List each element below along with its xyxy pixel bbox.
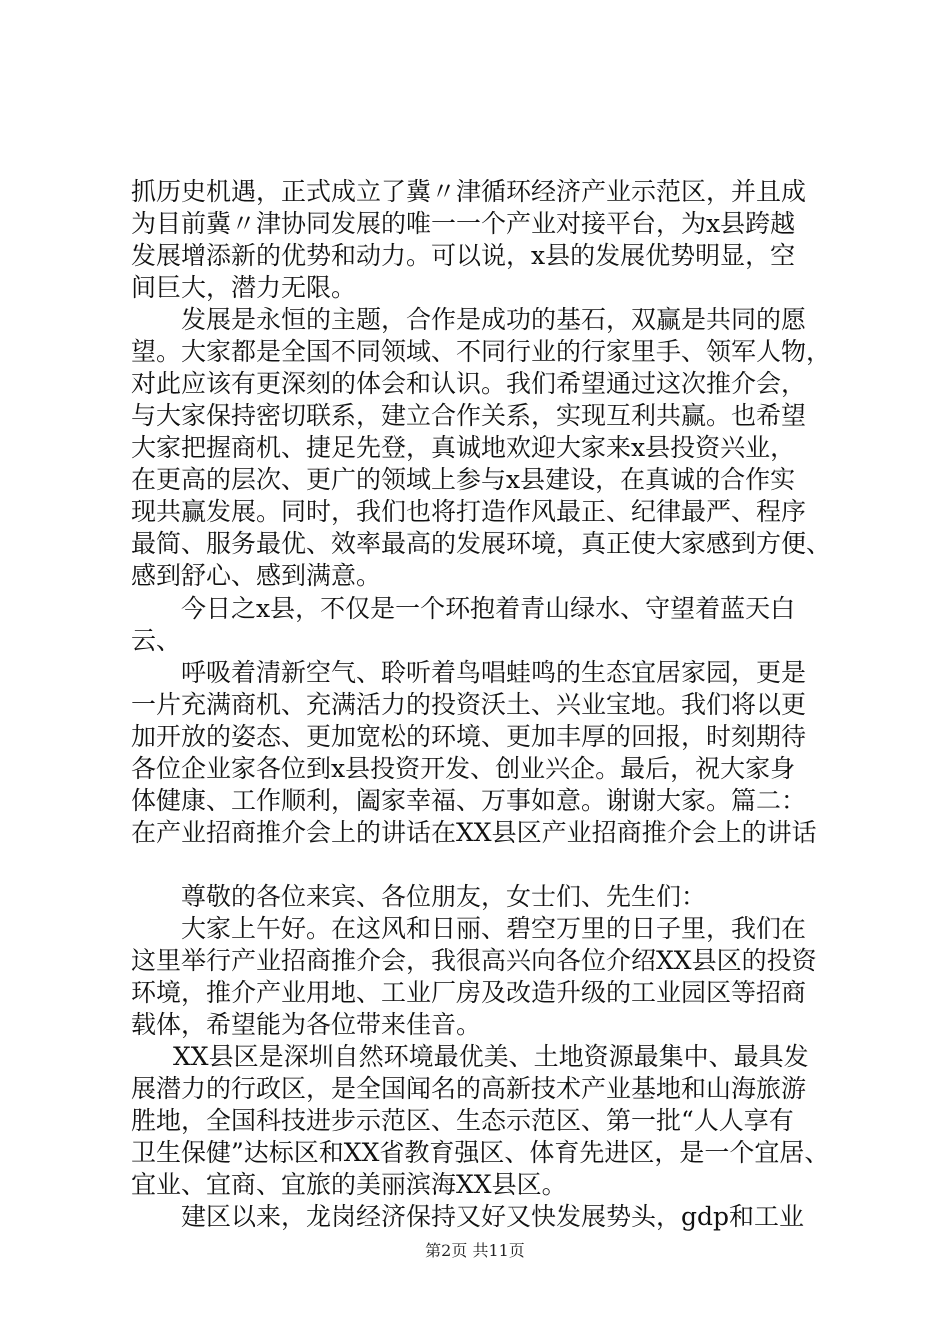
text-line: 胜地，全国科技进步示范区、生态示范区、第一批“人人享有 [131,1106,794,1135]
text-line: 各位企业家各位到x县投资开发、创业兴企。最后，祝大家身 [131,754,796,783]
text-line: 现共赢发展。同时，我们也将打造作风最正、纪律最严、程序 [131,497,807,526]
text-line: XX县区是深圳自然环境最优美、土地资源最集中、最具发 [173,1042,809,1071]
text-line: 云、 [131,626,182,655]
text-line: 在更高的层次、更广的领域上参与x县建设，在真诚的合作实 [131,465,796,494]
text-line: 最简、服务最优、效率最高的发展环境，真正使大家感到方便、 [131,529,832,558]
text-line: 呼吸着清新空气、聆听着鸟唱蛙鸣的生态宜居家园，更是 [181,658,807,687]
text-line: 抓历史机遇，正式成立了冀〃津循环经济产业示范区，并且成 [131,177,807,206]
text-line: 体健康、工作顺利，阖家幸福、万事如意。谢谢大家。篇二： [131,786,807,815]
text-line: 发展增添新的优势和动力。可以说，x县的发展优势明显，空 [131,241,796,270]
text-line: 宜业、宜商、宜旅的美丽滨海XX县区。 [131,1170,567,1199]
text-line: 大家把握商机、捷足先登，真诚地欢迎大家来x县投资兴业， [131,433,796,462]
text-line: 发展是永恒的主题，合作是成功的基石，双赢是共同的愿 [181,305,807,334]
text-line: 今日之x县，不仅是一个环抱着青山绿水、守望着蓝天白 [181,594,796,623]
text-line: 与大家保持密切联系，建立合作关系，实现互利共赢。也希望 [131,401,807,430]
text-line: 感到舒心、感到满意。 [131,561,382,590]
text-line: 环境，推介产业用地、工业厂房及改造升级的工业园区等招商 [131,978,807,1007]
text-line: 一片充满商机、充满活力的投资沃土、兴业宝地。我们将以更 [131,690,807,719]
text-line: 加开放的姿态、更加宽松的环境、更加丰厚的回报，时刻期待 [131,722,807,751]
text-line: 为目前冀〃津协同发展的唯一一个产业对接平台，为x县跨越 [131,209,796,238]
text-line: 在产业招商推介会上的讲话在XX县区产业招商推介会上的讲话 [131,818,817,847]
text-line: 卫生保健”达标区和XX省教育强区、体育先进区，是一个宜居、 [131,1138,830,1167]
text-line: 大家上午好。在这风和日丽、碧空万里的日子里，我们在 [181,914,807,943]
text-line: 望。大家都是全国不同领域、不同行业的行家里手、领军人物， [131,337,832,366]
text-line: 间巨大，潜力无限。 [131,273,357,302]
page-footer: 第2页 共11页 [425,1241,525,1260]
text-line: 尊敬的各位来宾、各位朋友，女士们、先生们： [181,882,707,911]
text-line: 对此应该有更深刻的体会和认识。我们希望通过这次推介会， [131,369,807,398]
text-line: 展潜力的行政区，是全国闻名的高新技术产业基地和山海旅游 [131,1074,807,1103]
text-line: 载体，希望能为各位带来佳音。 [131,1010,482,1039]
text-line: 建区以来，龙岗经济保持又好又快发展势头，gdp和工业 [181,1202,805,1231]
text-line: 这里举行产业招商推介会，我很高兴向各位介绍XX县区的投资 [131,946,817,975]
